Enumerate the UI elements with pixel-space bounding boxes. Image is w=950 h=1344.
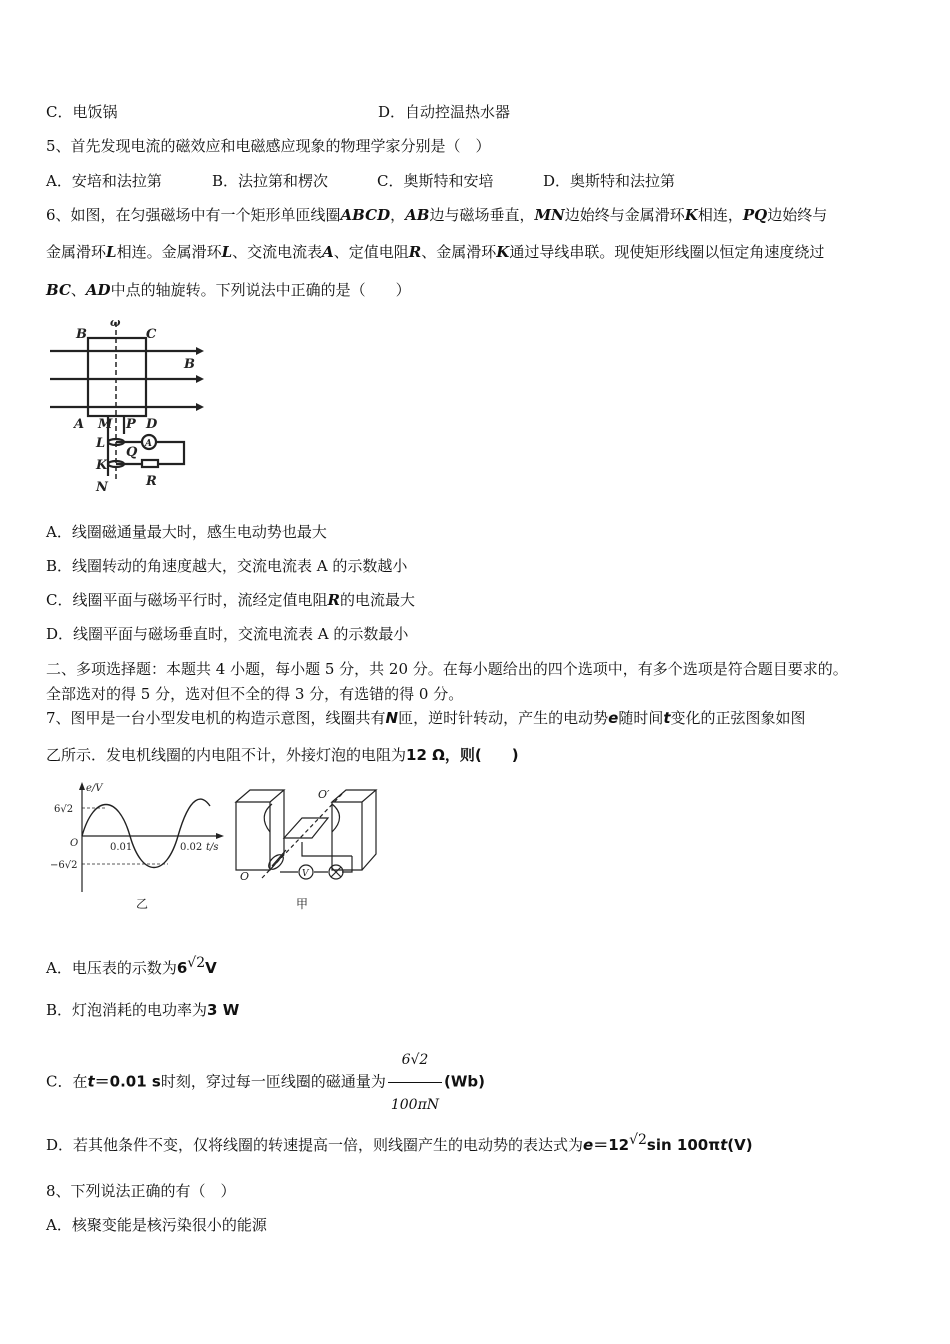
q7-stem-line2: 乙所示．发电机线圈的内电阻不计，外接灯泡的电阻为12 Ω，则( ) xyxy=(46,746,519,764)
graph-y-pos: 6√2 xyxy=(54,804,74,815)
fig-label-b: B xyxy=(76,327,87,342)
fig-label-q: Q xyxy=(126,445,138,460)
graph-y-neg: −6√2 xyxy=(50,860,78,871)
graph-x2: 0.02 xyxy=(180,842,203,853)
fig-label-m: M xyxy=(98,417,113,432)
q7-option-b: B．灯泡消耗的电功率为3 W xyxy=(46,1001,240,1019)
device-caption: 甲 xyxy=(296,897,309,911)
section2-line1: 二、多项选择题：本题共 4 小题，每小题 5 分，共 20 分。在每小题给出的四个选项中，有多个选项是符合题目要求的。 xyxy=(46,660,848,678)
q6-stem-line2: 金属滑环L相连。金属滑环L、交流电流表A、定值电阻R、金属滑环K通过导线串联。现使矩形线圈以恒定角速度绕过 xyxy=(46,243,825,261)
q6-option-c: C．线圈平面与磁场平行时，流经定值电阻R的电流最大 xyxy=(46,591,415,609)
graph-x1: 0.01 xyxy=(110,842,133,853)
q6-option-b: B．线圈转动的角速度越大，交流电流表 A 的示数越小 xyxy=(46,557,408,575)
graph-origin: O xyxy=(70,838,79,849)
graph-ylabel: e/V xyxy=(86,783,103,794)
q4-option-c: C．电饭锅 xyxy=(46,103,118,121)
device-voltmeter: V xyxy=(302,869,309,879)
q5-option-d: D．奥斯特和法拉第 xyxy=(543,172,676,190)
fig-label-c: C xyxy=(146,327,157,342)
fig-label-r: R xyxy=(146,474,157,489)
fig-label-b-field: B xyxy=(184,357,195,372)
device-o-top: O′ xyxy=(318,788,330,801)
q8-option-a: A．核聚变能是核污染很小的能源 xyxy=(46,1216,267,1234)
svg-text:ω: ω xyxy=(110,316,121,329)
q6-stem-line1: 6、如图，在匀强磁场中有一个矩形单匝线圈ABCD，AB边与磁场垂直，MN边始终与金属滑环K相连，PQ边始终与 xyxy=(46,206,828,224)
fig-label-l: L xyxy=(96,436,106,451)
graph-xlabel: t/s xyxy=(206,842,219,853)
section2-line2: 全部选对的得 5 分，选对但不全的得 3 分，有选错的得 0 分。 xyxy=(46,685,464,703)
fig-label-k: K xyxy=(96,458,108,473)
fig-ammeter-label: A xyxy=(145,439,152,449)
fig-label-d: D xyxy=(146,417,158,432)
q7-option-d: D．若其他条件不变，仅将线圈的转速提高一倍，则线圈产生的电动势的表达式为e＝12√2sin 100πt(V) xyxy=(46,1132,753,1154)
device-o-bottom: O xyxy=(240,870,250,883)
q5-option-a: A．安培和法拉第 xyxy=(46,172,162,190)
q6-stem-line3: BC、AD中点的轴旋转。下列说法中正确的是（ ） xyxy=(46,281,411,299)
q7-sine-graph xyxy=(46,782,226,914)
q7-option-c: C．在t＝0.01 s时刻，穿过每一匝线圈的磁通量为 $\frac{6√2}{100\pi N}$ (Wb) xyxy=(46,1038,485,1127)
fig-label-p: P xyxy=(126,417,136,432)
graph-caption: 乙 xyxy=(136,897,149,911)
q5-option-b: B．法拉第和楞次 xyxy=(212,172,329,190)
q8-stem: 8、下列说法正确的有（ ） xyxy=(46,1182,236,1200)
q5-option-c: C．奥斯特和安培 xyxy=(377,172,494,190)
q6-option-d: D．线圈平面与磁场垂直时，交流电流表 A 的示数最小 xyxy=(46,625,409,643)
q7-stem-line1: 7、图甲是一台小型发电机的构造示意图，线圈共有N匝，逆时针转动，产生的电动势e随时间t变化的正弦图象如图 xyxy=(46,709,806,727)
q4-option-d: D．自动控温热水器 xyxy=(378,103,511,121)
flux-fraction: $\frac{6√2}{100\pi N}$ xyxy=(388,1038,442,1127)
q7-option-a: A．电压表的示数为6√2V xyxy=(46,955,217,977)
fig-label-n: N xyxy=(96,480,108,495)
q6-coil-figure xyxy=(46,316,206,496)
q7-generator-figure xyxy=(232,782,382,914)
q6-option-a: A．线圈磁通量最大时，感生电动势也最大 xyxy=(46,523,327,541)
fig-label-a: A xyxy=(74,417,85,432)
q5-stem: 5、首先发现电流的磁效应和电磁感应现象的物理学家分别是（ ） xyxy=(46,137,491,155)
